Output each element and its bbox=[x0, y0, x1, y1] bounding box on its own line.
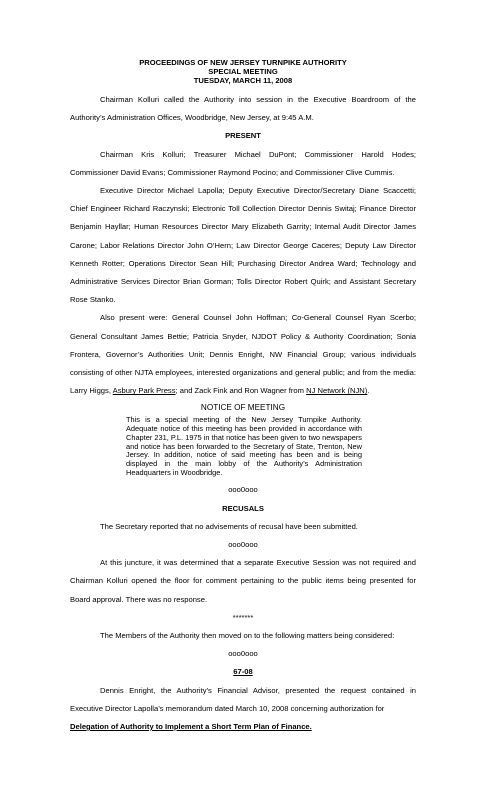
separator-3: ooo0ooo bbox=[228, 649, 258, 659]
also-present-text-a: Also present were: General Counsel John Hoffman; Co-General Counsel Ryan Scerbo; General Consultant James Bettie; Patricia Snyder, NJDOT Policy & Authority Coordination; Sonia Frontera, Governor’s Authorities Unit; Dennis Enright, NW Financial Group; various individuals consisting of other NJTA employees, interested organizations and general public; and from the media: Larry Higgs, bbox=[70, 313, 416, 396]
also-present-text-c: . bbox=[367, 386, 370, 396]
intro-paragraph: Chairman Kolluri called the Authority into session in the Executive Boardroom of the Authority’s Administration Offices, Woodbridge, New Jersey, at 9:45 A.M. bbox=[70, 95, 416, 123]
title-line-2: SPECIAL MEETING bbox=[208, 67, 278, 76]
juncture-paragraph: At this juncture, it was determined that a separate Executive Session was not required and Chairman Kolluri opened the floor for comment pertaining to the public items being presented for Board approval. There was no response. bbox=[70, 558, 416, 604]
separator-1: ooo0ooo bbox=[228, 485, 258, 495]
asbury-park-press-link: Asbury Park Press bbox=[112, 386, 176, 396]
title-line-1: PROCEEDINGS OF NEW JERSEY TURNPIKE AUTHORITY bbox=[139, 58, 347, 67]
separator-2: ooo0ooo bbox=[228, 539, 258, 549]
staff-paragraph: Executive Director Michael Lapolla; Deputy Executive Director/Secretary Diane Scaccetti; Chief Engineer Richard Raczynski; Electronic Toll Collection Director Dennis Switaj; Finance Director Benjamin Hayllar; Human Resources Director Mary Elizabeth Garrity; Internal Audit Director James Carone; Labor Relations Director John O’Hern; Law Director George Caceres; Deputy Law Director Kenneth Rotter; Operations Director Sean Hill; Purchasing Director Andrea Ward; Technology and Administrative Services Director Brian Gorman; Tolls Director Robert Quirk; and Assistant Secretary Rose Stanko. bbox=[70, 186, 416, 305]
nj-network-link: NJ Network (NJN) bbox=[306, 386, 368, 396]
item-number: 67-08 bbox=[233, 667, 253, 677]
recusals-heading: RECUSALS bbox=[222, 503, 264, 513]
members-paragraph: The Members of the Authority then moved on to the following matters being considered: bbox=[100, 631, 395, 640]
also-present-text-b: ; and Zack Fink and Ron Wagner from bbox=[175, 386, 307, 396]
commissioners-paragraph: Chairman Kris Kolluri; Treasurer Michael DuPont; Commissioner Harold Hodes; Commissioner David Evans; Commissioner Raymond Pocino; and Commissioner Clive Cummis. bbox=[70, 149, 416, 177]
separator-stars: ******* bbox=[232, 612, 254, 622]
recusals-paragraph: The Secretary reported that no advisements of recusal have been submitted. bbox=[100, 521, 358, 531]
notice-heading: NOTICE OF MEETING bbox=[200, 403, 286, 413]
item-subject: Delegation of Authority to Implement a Short Term Plan of Finance. bbox=[70, 722, 312, 732]
also-present-paragraph bbox=[70, 309, 416, 400]
notice-paragraph: This is a special meeting of the New Jersey Turnpike Authority. Adequate notice of this meeting has been provided in accordance with Chapter 231, P.L. 1975 in that notice has been given to two newspapers and notice has been forwarded to the Secretary of State, Trenton, New Jersey. In addition, notice of said meeting has been and is being displayed in the main lobby of the Authority’s Administration Headquarters in Woodbridge. bbox=[126, 415, 362, 477]
document-title bbox=[70, 58, 416, 85]
item-paragraph: Dennis Enright, the Authority’s Financial Advisor, presented the request contained in Executive Director Lapolla’s memorandum dated March 10, 2008 concerning authorization for bbox=[70, 685, 416, 713]
title-line-3: TUESDAY, MARCH 11, 2008 bbox=[193, 76, 293, 85]
present-heading: PRESENT bbox=[225, 131, 261, 141]
